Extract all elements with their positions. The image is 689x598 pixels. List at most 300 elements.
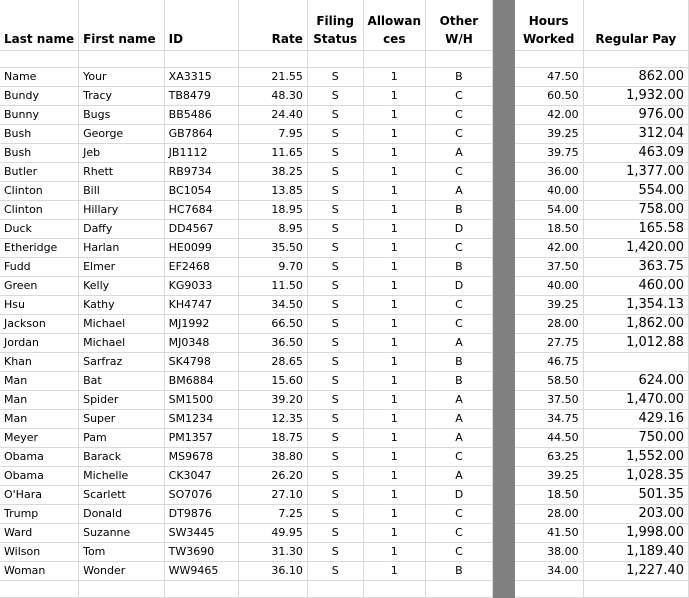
header-first-name[interactable]: First name <box>79 0 165 51</box>
cell-first-name[interactable]: Spider <box>79 391 165 410</box>
cell-last-name[interactable]: Bush <box>0 144 79 163</box>
cell-first-name[interactable]: Donald <box>79 505 165 524</box>
cell-id[interactable]: RB9734 <box>164 163 238 182</box>
cell-rate[interactable]: 21.55 <box>238 68 307 87</box>
cell-id[interactable]: BB5486 <box>164 106 238 125</box>
cell-filing-status[interactable]: S <box>307 125 363 144</box>
cell-other-wh[interactable]: D <box>426 220 493 239</box>
cell-first-name[interactable]: Bill <box>79 182 165 201</box>
cell-regular-pay[interactable]: 750.00 <box>583 429 688 448</box>
cell-hours-worked[interactable]: 28.00 <box>514 315 583 334</box>
header-id[interactable]: ID <box>164 0 238 51</box>
cell-rate[interactable]: 15.60 <box>238 372 307 391</box>
cell-hours-worked[interactable]: 27.75 <box>514 334 583 353</box>
cell-hours-worked[interactable]: 58.50 <box>514 372 583 391</box>
table-row <box>0 258 689 277</box>
table-row <box>0 391 689 410</box>
cell-allowances[interactable]: 1 <box>363 505 425 524</box>
table-row <box>0 144 689 163</box>
gray-separator-cell <box>492 391 514 410</box>
cell-id[interactable]: TB8479 <box>164 87 238 106</box>
cell-other-wh[interactable]: B <box>426 353 493 372</box>
cell-id[interactable]: SM1500 <box>164 391 238 410</box>
cell-other-wh[interactable]: A <box>426 429 493 448</box>
cell-filing-status[interactable]: S <box>307 448 363 467</box>
cell-last-name[interactable]: Ward <box>0 524 79 543</box>
cell-first-name[interactable]: Michelle <box>79 467 165 486</box>
cell-last-name[interactable]: Clinton <box>0 182 79 201</box>
cell-last-name[interactable]: Wilson <box>0 543 79 562</box>
cell-rate[interactable]: 38.25 <box>238 163 307 182</box>
cell-allowances[interactable]: 1 <box>363 182 425 201</box>
cell-first-name[interactable]: Elmer <box>79 258 165 277</box>
table-row <box>0 277 689 296</box>
gray-separator-cell <box>492 410 514 429</box>
cell-other-wh[interactable]: A <box>426 467 493 486</box>
cell-regular-pay[interactable]: 976.00 <box>583 106 688 125</box>
cell-rate[interactable]: 34.50 <box>238 296 307 315</box>
cell-rate[interactable]: 7.95 <box>238 125 307 144</box>
cell-filing-status[interactable]: S <box>307 277 363 296</box>
cell-first-name[interactable]: Jeb <box>79 144 165 163</box>
cell-last-name[interactable]: Fudd <box>0 258 79 277</box>
cell-hours-worked[interactable]: 63.25 <box>514 448 583 467</box>
cell-first-name[interactable]: Sarfraz <box>79 353 165 372</box>
cell-regular-pay[interactable]: 203.00 <box>583 505 688 524</box>
cell-allowances[interactable]: 1 <box>363 391 425 410</box>
cell-hours-worked[interactable]: 28.00 <box>514 505 583 524</box>
cell-allowances[interactable]: 1 <box>363 144 425 163</box>
cell-other-wh[interactable]: C <box>426 505 493 524</box>
cell-regular-pay[interactable]: 758.00 <box>583 201 688 220</box>
cell-hours-worked[interactable]: 41.50 <box>514 524 583 543</box>
cell-filing-status[interactable]: S <box>307 144 363 163</box>
cell-last-name[interactable]: Khan <box>0 353 79 372</box>
table-row <box>0 87 689 106</box>
cell-other-wh[interactable]: C <box>426 239 493 258</box>
gray-separator-cell <box>492 372 514 391</box>
cell-hours-worked[interactable]: 18.50 <box>514 486 583 505</box>
cell-rate[interactable]: 11.65 <box>238 144 307 163</box>
cell-id[interactable]: JB1112 <box>164 144 238 163</box>
cell-first-name[interactable]: Tracy <box>79 87 165 106</box>
cell-rate[interactable]: 49.95 <box>238 524 307 543</box>
cell-last-name[interactable]: Bundy <box>0 87 79 106</box>
table-row <box>0 429 689 448</box>
cell-other-wh[interactable]: B <box>426 562 493 581</box>
cell-regular-pay[interactable]: 1,862.00 <box>583 315 688 334</box>
cell-allowances[interactable]: 1 <box>363 106 425 125</box>
gray-separator-cell <box>492 334 514 353</box>
cell-first-name[interactable]: Michael <box>79 334 165 353</box>
cell-regular-pay[interactable] <box>583 353 688 372</box>
cell-rate[interactable]: 18.95 <box>238 201 307 220</box>
cell[interactable] <box>238 51 307 68</box>
cell-filing-status[interactable]: S <box>307 353 363 372</box>
cell-other-wh[interactable]: A <box>426 334 493 353</box>
cell-rate[interactable]: 36.10 <box>238 562 307 581</box>
cell-allowances[interactable]: 1 <box>363 334 425 353</box>
cell-id[interactable]: KH4747 <box>164 296 238 315</box>
cell-last-name[interactable]: Jordan <box>0 334 79 353</box>
cell-other-wh[interactable]: D <box>426 277 493 296</box>
cell[interactable] <box>79 51 165 68</box>
cell-regular-pay[interactable]: 1,552.00 <box>583 448 688 467</box>
cell-filing-status[interactable]: S <box>307 486 363 505</box>
cell[interactable] <box>238 581 307 598</box>
cell-allowances[interactable]: 1 <box>363 258 425 277</box>
cell-first-name[interactable]: Bugs <box>79 106 165 125</box>
cell-filing-status[interactable]: S <box>307 239 363 258</box>
cell-id[interactable]: KG9033 <box>164 277 238 296</box>
cell-allowances[interactable]: 1 <box>363 239 425 258</box>
cell-allowances[interactable]: 1 <box>363 87 425 106</box>
cell-hours-worked[interactable]: 47.50 <box>514 68 583 87</box>
cell-hours-worked[interactable]: 38.00 <box>514 543 583 562</box>
cell-filing-status[interactable]: S <box>307 429 363 448</box>
cell[interactable] <box>164 51 238 68</box>
cell-last-name[interactable]: Man <box>0 410 79 429</box>
cell-rate[interactable]: 7.25 <box>238 505 307 524</box>
cell-last-name[interactable]: Trump <box>0 505 79 524</box>
cell-other-wh[interactable]: C <box>426 543 493 562</box>
cell-allowances[interactable]: 1 <box>363 562 425 581</box>
cell-last-name[interactable]: Etheridge <box>0 239 79 258</box>
cell-allowances[interactable]: 1 <box>363 353 425 372</box>
cell-other-wh[interactable]: B <box>426 258 493 277</box>
table-row <box>0 220 689 239</box>
cell-hours-worked[interactable]: 37.50 <box>514 391 583 410</box>
gray-separator-cell <box>492 315 514 334</box>
cell-first-name[interactable]: Super <box>79 410 165 429</box>
cell-rate[interactable]: 31.30 <box>238 543 307 562</box>
cell-filing-status[interactable]: S <box>307 505 363 524</box>
cell-rate[interactable]: 12.35 <box>238 410 307 429</box>
cell-first-name[interactable]: Kelly <box>79 277 165 296</box>
cell-other-wh[interactable]: C <box>426 296 493 315</box>
cell-rate[interactable]: 39.20 <box>238 391 307 410</box>
cell-hours-worked[interactable]: 42.00 <box>514 239 583 258</box>
cell-filing-status[interactable]: S <box>307 524 363 543</box>
cell-last-name[interactable]: Meyer <box>0 429 79 448</box>
cell-first-name[interactable]: Your <box>79 68 165 87</box>
cell-allowances[interactable]: 1 <box>363 524 425 543</box>
cell-allowances[interactable]: 1 <box>363 68 425 87</box>
table-row <box>0 486 689 505</box>
cell-filing-status[interactable]: S <box>307 543 363 562</box>
cell-rate[interactable]: 11.50 <box>238 277 307 296</box>
cell[interactable] <box>0 581 79 598</box>
cell-id[interactable]: GB7864 <box>164 125 238 144</box>
cell-allowances[interactable]: 1 <box>363 467 425 486</box>
cell-first-name[interactable]: Michael <box>79 315 165 334</box>
cell-regular-pay[interactable]: 1,470.00 <box>583 391 688 410</box>
cell-other-wh[interactable]: C <box>426 106 493 125</box>
cell-last-name[interactable]: Green <box>0 277 79 296</box>
cell-filing-status[interactable]: S <box>307 87 363 106</box>
cell-filing-status[interactable]: S <box>307 201 363 220</box>
cell-first-name[interactable]: Rhett <box>79 163 165 182</box>
cell-last-name[interactable]: Obama <box>0 467 79 486</box>
cell-id[interactable]: XA3315 <box>164 68 238 87</box>
cell-regular-pay[interactable]: 1,998.00 <box>583 524 688 543</box>
cell-rate[interactable]: 26.20 <box>238 467 307 486</box>
cell-first-name[interactable]: Kathy <box>79 296 165 315</box>
cell-allowances[interactable]: 1 <box>363 125 425 144</box>
cell-regular-pay[interactable]: 1,189.40 <box>583 543 688 562</box>
cell-regular-pay[interactable]: 429.16 <box>583 410 688 429</box>
cell-hours-worked[interactable]: 39.75 <box>514 144 583 163</box>
cell-filing-status[interactable]: S <box>307 182 363 201</box>
header-rate[interactable]: Rate <box>238 0 307 51</box>
cell-id[interactable]: SM1234 <box>164 410 238 429</box>
cell-regular-pay[interactable]: 1,028.35 <box>583 467 688 486</box>
cell-other-wh[interactable]: D <box>426 486 493 505</box>
table-row <box>0 68 689 87</box>
gray-separator-cell <box>492 51 514 68</box>
header-last-name[interactable]: Last name <box>0 0 79 51</box>
cell-allowances[interactable]: 1 <box>363 410 425 429</box>
cell-regular-pay[interactable]: 463.09 <box>583 144 688 163</box>
table-row <box>0 239 689 258</box>
cell-regular-pay[interactable]: 1,012.88 <box>583 334 688 353</box>
gray-separator-column <box>492 0 514 51</box>
cell-id[interactable]: DT9876 <box>164 505 238 524</box>
blank-row <box>0 581 689 598</box>
cell-other-wh[interactable]: B <box>426 372 493 391</box>
cell-filing-status[interactable]: S <box>307 562 363 581</box>
table-row <box>0 543 689 562</box>
cell-hours-worked[interactable]: 60.50 <box>514 87 583 106</box>
cell-last-name[interactable]: Clinton <box>0 201 79 220</box>
cell-allowances[interactable]: 1 <box>363 448 425 467</box>
cell-other-wh[interactable]: C <box>426 163 493 182</box>
table-row <box>0 410 689 429</box>
cell-id[interactable]: EF2468 <box>164 258 238 277</box>
cell-hours-worked[interactable]: 40.00 <box>514 182 583 201</box>
cell-id[interactable]: SO7076 <box>164 486 238 505</box>
cell-id[interactable]: HE0099 <box>164 239 238 258</box>
cell-allowances[interactable]: 1 <box>363 429 425 448</box>
cell-last-name[interactable]: Woman <box>0 562 79 581</box>
cell-id[interactable]: TW3690 <box>164 543 238 562</box>
cell[interactable] <box>583 581 688 598</box>
cell-regular-pay[interactable]: 1,377.00 <box>583 163 688 182</box>
cell-allowances[interactable]: 1 <box>363 315 425 334</box>
cell-regular-pay[interactable]: 862.00 <box>583 68 688 87</box>
cell-hours-worked[interactable]: 44.50 <box>514 429 583 448</box>
cell-regular-pay[interactable]: 554.00 <box>583 182 688 201</box>
table-row <box>0 106 689 125</box>
cell-rate[interactable]: 9.70 <box>238 258 307 277</box>
cell-first-name[interactable]: Barack <box>79 448 165 467</box>
cell-regular-pay[interactable]: 165.58 <box>583 220 688 239</box>
cell-other-wh[interactable]: A <box>426 410 493 429</box>
cell-allowances[interactable]: 1 <box>363 163 425 182</box>
cell-last-name[interactable]: Bunny <box>0 106 79 125</box>
cell-rate[interactable]: 35.50 <box>238 239 307 258</box>
cell-other-wh[interactable]: B <box>426 68 493 87</box>
cell-hours-worked[interactable]: 36.00 <box>514 163 583 182</box>
cell-rate[interactable]: 18.75 <box>238 429 307 448</box>
table-row <box>0 372 689 391</box>
cell-hours-worked[interactable]: 46.75 <box>514 353 583 372</box>
cell-allowances[interactable]: 1 <box>363 486 425 505</box>
cell-hours-worked[interactable]: 39.25 <box>514 296 583 315</box>
cell[interactable] <box>426 581 493 598</box>
cell[interactable] <box>363 51 425 68</box>
cell[interactable] <box>164 581 238 598</box>
cell-id[interactable]: SW3445 <box>164 524 238 543</box>
cell-hours-worked[interactable]: 37.50 <box>514 258 583 277</box>
cell-regular-pay[interactable]: 1,932.00 <box>583 87 688 106</box>
cell-rate[interactable]: 13.85 <box>238 182 307 201</box>
cell-rate[interactable]: 24.40 <box>238 106 307 125</box>
cell[interactable] <box>514 51 583 68</box>
cell[interactable] <box>426 51 493 68</box>
cell-regular-pay[interactable]: 460.00 <box>583 277 688 296</box>
cell-rate[interactable]: 27.10 <box>238 486 307 505</box>
cell-rate[interactable]: 38.80 <box>238 448 307 467</box>
cell-id[interactable]: BC1054 <box>164 182 238 201</box>
cell-id[interactable]: MS9678 <box>164 448 238 467</box>
cell-filing-status[interactable]: S <box>307 334 363 353</box>
cell-other-wh[interactable]: C <box>426 524 493 543</box>
gray-separator-cell <box>492 220 514 239</box>
cell-first-name[interactable]: Harlan <box>79 239 165 258</box>
cell-hours-worked[interactable]: 39.25 <box>514 467 583 486</box>
cell-rate[interactable]: 8.95 <box>238 220 307 239</box>
cell-other-wh[interactable]: C <box>426 125 493 144</box>
cell-other-wh[interactable]: C <box>426 87 493 106</box>
cell-first-name[interactable]: Hillary <box>79 201 165 220</box>
cell-rate[interactable]: 28.65 <box>238 353 307 372</box>
cell-last-name[interactable]: Hsu <box>0 296 79 315</box>
cell-last-name[interactable]: Jackson <box>0 315 79 334</box>
cell-filing-status[interactable]: S <box>307 106 363 125</box>
cell-hours-worked[interactable]: 34.75 <box>514 410 583 429</box>
cell-rate[interactable]: 48.30 <box>238 87 307 106</box>
cell-other-wh[interactable]: B <box>426 201 493 220</box>
cell-last-name[interactable]: Man <box>0 391 79 410</box>
cell-other-wh[interactable]: A <box>426 144 493 163</box>
cell-other-wh[interactable]: A <box>426 182 493 201</box>
header-other-wh[interactable]: Other W/H <box>426 0 493 51</box>
cell-regular-pay[interactable]: 363.75 <box>583 258 688 277</box>
cell-filing-status[interactable]: S <box>307 391 363 410</box>
gray-separator-cell <box>492 429 514 448</box>
cell-regular-pay[interactable]: 1,354.13 <box>583 296 688 315</box>
cell-first-name[interactable]: Pam <box>79 429 165 448</box>
cell-hours-worked[interactable]: 39.25 <box>514 125 583 144</box>
cell-last-name[interactable]: Bush <box>0 125 79 144</box>
cell-id[interactable]: SK4798 <box>164 353 238 372</box>
cell-last-name[interactable]: Name <box>0 68 79 87</box>
cell-hours-worked[interactable]: 42.00 <box>514 106 583 125</box>
cell-rate[interactable]: 66.50 <box>238 315 307 334</box>
cell-first-name[interactable]: Wonder <box>79 562 165 581</box>
cell-first-name[interactable]: Daffy <box>79 220 165 239</box>
table-row <box>0 505 689 524</box>
cell-last-name[interactable]: Man <box>0 372 79 391</box>
cell-filing-status[interactable]: S <box>307 372 363 391</box>
cell[interactable] <box>307 581 363 598</box>
cell[interactable] <box>514 581 583 598</box>
cell-regular-pay[interactable]: 1,420.00 <box>583 239 688 258</box>
cell-id[interactable]: WW9465 <box>164 562 238 581</box>
cell-id[interactable]: CK3047 <box>164 467 238 486</box>
cell-allowances[interactable]: 1 <box>363 296 425 315</box>
cell-regular-pay[interactable]: 312.04 <box>583 125 688 144</box>
cell-hours-worked[interactable]: 34.00 <box>514 562 583 581</box>
header-allowances[interactable]: Allowan ces <box>363 0 425 51</box>
cell-other-wh[interactable]: C <box>426 448 493 467</box>
cell-first-name[interactable]: Suzanne <box>79 524 165 543</box>
cell[interactable] <box>0 51 79 68</box>
cell-filing-status[interactable]: S <box>307 410 363 429</box>
cell-allowances[interactable]: 1 <box>363 277 425 296</box>
cell-filing-status[interactable]: S <box>307 296 363 315</box>
cell-id[interactable]: PM1357 <box>164 429 238 448</box>
cell-allowances[interactable]: 1 <box>363 220 425 239</box>
cell[interactable] <box>79 581 165 598</box>
cell-last-name[interactable]: Butler <box>0 163 79 182</box>
header-hours-worked[interactable]: Hours Worked <box>514 0 583 51</box>
cell-id[interactable]: DD4567 <box>164 220 238 239</box>
cell-last-name[interactable]: Obama <box>0 448 79 467</box>
cell-filing-status[interactable]: S <box>307 220 363 239</box>
cell-filing-status[interactable]: S <box>307 68 363 87</box>
cell-filing-status[interactable]: S <box>307 315 363 334</box>
cell-filing-status[interactable]: S <box>307 163 363 182</box>
cell-rate[interactable]: 36.50 <box>238 334 307 353</box>
cell-first-name[interactable]: Bat <box>79 372 165 391</box>
table-row <box>0 125 689 144</box>
cell-allowances[interactable]: 1 <box>363 543 425 562</box>
cell-filing-status[interactable]: S <box>307 467 363 486</box>
cell-other-wh[interactable]: A <box>426 391 493 410</box>
cell-other-wh[interactable]: C <box>426 315 493 334</box>
cell[interactable] <box>583 51 688 68</box>
cell-first-name[interactable]: Scarlett <box>79 486 165 505</box>
cell-id[interactable]: HC7684 <box>164 201 238 220</box>
cell-id[interactable]: BM6884 <box>164 372 238 391</box>
cell-allowances[interactable]: 1 <box>363 201 425 220</box>
table-row <box>0 182 689 201</box>
gray-separator-cell <box>492 543 514 562</box>
cell-hours-worked[interactable]: 18.50 <box>514 220 583 239</box>
cell-last-name[interactable]: Duck <box>0 220 79 239</box>
cell-filing-status[interactable]: S <box>307 258 363 277</box>
cell-allowances[interactable]: 1 <box>363 372 425 391</box>
cell-regular-pay[interactable]: 624.00 <box>583 372 688 391</box>
cell[interactable] <box>363 581 425 598</box>
header-filing-status[interactable]: Filing Status <box>307 0 363 51</box>
cell-hours-worked[interactable]: 40.00 <box>514 277 583 296</box>
cell-first-name[interactable]: George <box>79 125 165 144</box>
cell-regular-pay[interactable]: 501.35 <box>583 486 688 505</box>
cell-hours-worked[interactable]: 54.00 <box>514 201 583 220</box>
cell[interactable] <box>307 51 363 68</box>
cell-first-name[interactable]: Tom <box>79 543 165 562</box>
cell-id[interactable]: MJ1992 <box>164 315 238 334</box>
gray-separator-cell <box>492 201 514 220</box>
table-row <box>0 562 689 581</box>
cell-last-name[interactable]: O'Hara <box>0 486 79 505</box>
cell-regular-pay[interactable]: 1,227.40 <box>583 562 688 581</box>
header-regular-pay[interactable]: Regular Pay <box>583 0 688 51</box>
cell-id[interactable]: MJ0348 <box>164 334 238 353</box>
